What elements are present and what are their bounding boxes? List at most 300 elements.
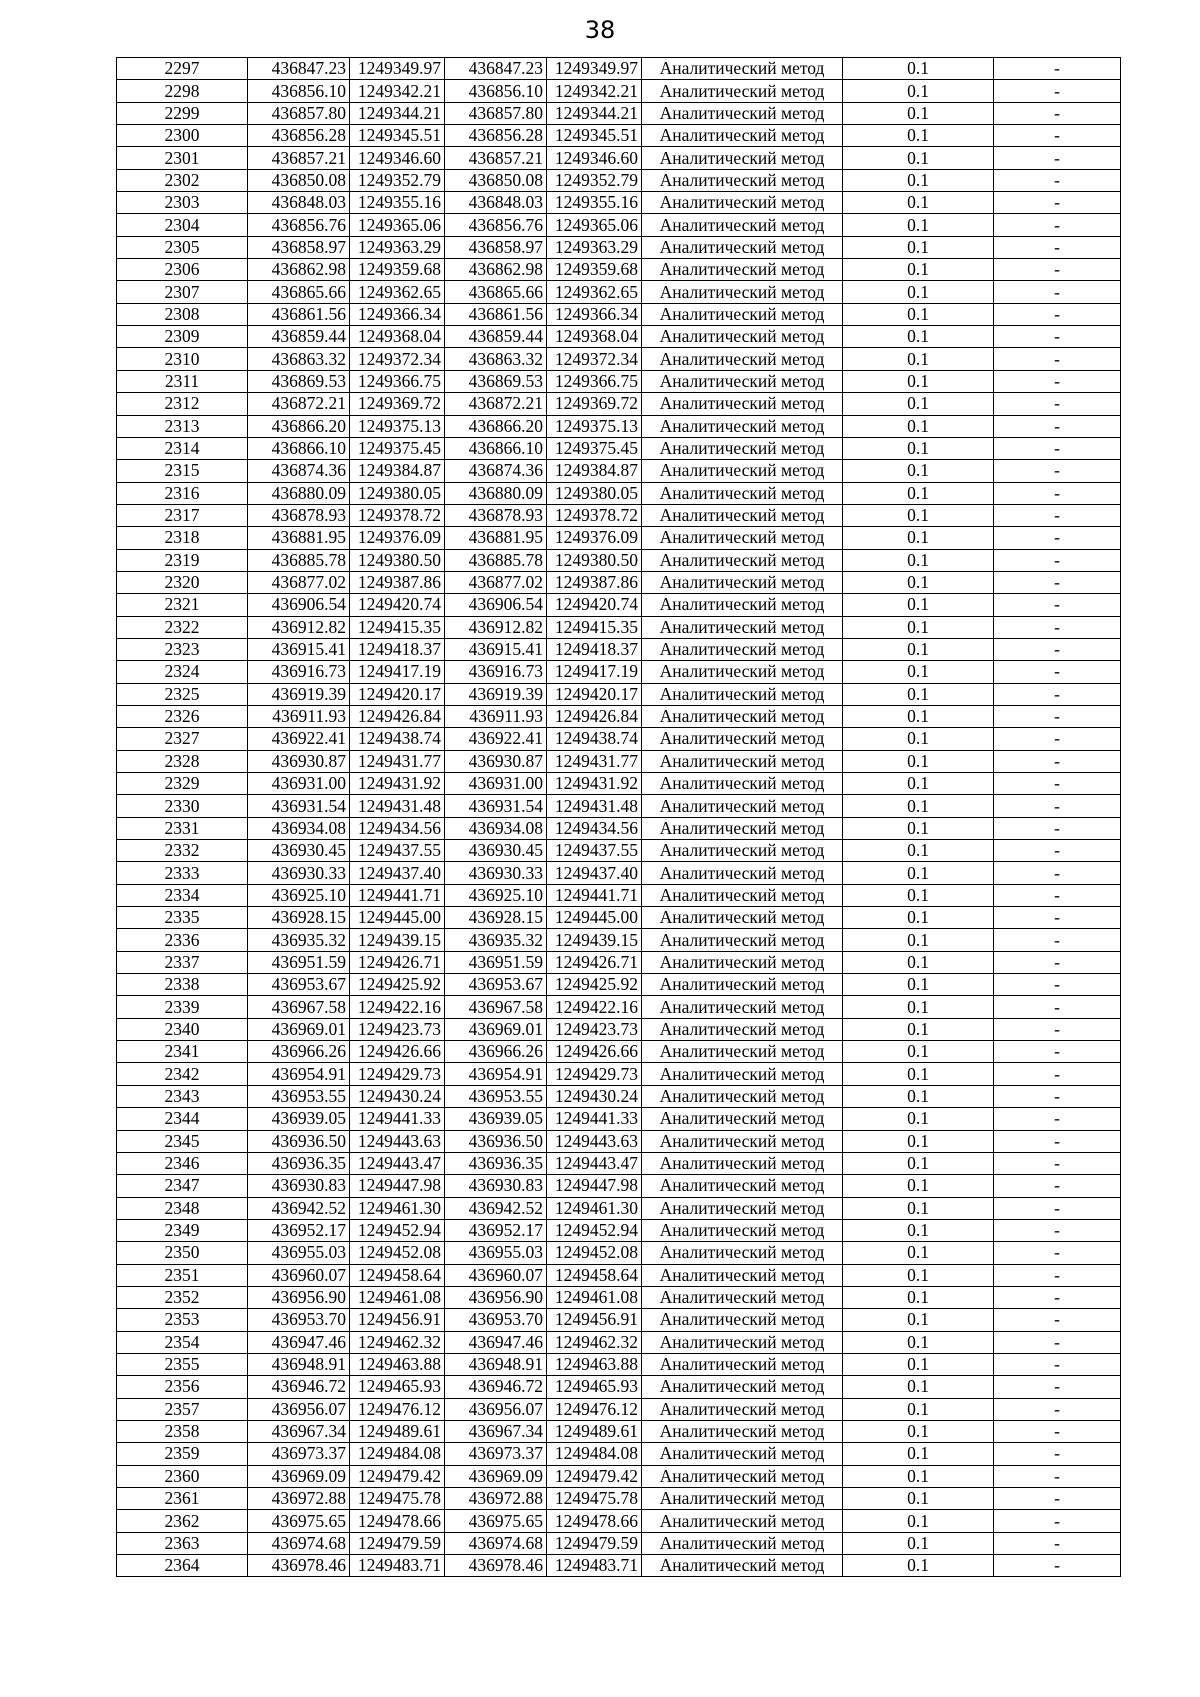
table-row bbox=[117, 907, 1121, 929]
x-coordinate-cell: 436912.82 bbox=[248, 616, 350, 638]
y-coordinate-cell: 1249430.24 bbox=[350, 1085, 445, 1107]
x-coordinate-existing-cell: 436936.35 bbox=[445, 1152, 547, 1174]
accuracy-cell: 0.1 bbox=[843, 884, 994, 906]
table-row bbox=[117, 862, 1121, 884]
page-number: 38 bbox=[584, 16, 616, 44]
accuracy-cell: 0.1 bbox=[843, 549, 994, 571]
point-number-cell: 2317 bbox=[117, 504, 248, 526]
table-row bbox=[117, 1264, 1121, 1286]
y-coordinate-cell: 1249422.16 bbox=[350, 996, 445, 1018]
method-cell: Аналитический метод bbox=[642, 102, 843, 124]
method-cell: Аналитический метод bbox=[642, 1264, 843, 1286]
table-row bbox=[117, 504, 1121, 526]
description-cell: - bbox=[994, 259, 1121, 281]
y-coordinate-existing-cell: 1249369.72 bbox=[547, 393, 642, 415]
table-row bbox=[117, 214, 1121, 236]
x-coordinate-existing-cell: 436863.32 bbox=[445, 348, 547, 370]
accuracy-cell: 0.1 bbox=[843, 527, 994, 549]
table-row bbox=[117, 1242, 1121, 1264]
description-cell: - bbox=[994, 504, 1121, 526]
method-cell: Аналитический метод bbox=[642, 326, 843, 348]
description-cell: - bbox=[994, 482, 1121, 504]
y-coordinate-cell: 1249431.48 bbox=[350, 795, 445, 817]
y-coordinate-cell: 1249366.34 bbox=[350, 303, 445, 325]
accuracy-cell: 0.1 bbox=[843, 1264, 994, 1286]
description-cell: - bbox=[994, 773, 1121, 795]
y-coordinate-existing-cell: 1249349.97 bbox=[547, 58, 642, 80]
accuracy-cell: 0.1 bbox=[843, 661, 994, 683]
point-number-cell: 2332 bbox=[117, 840, 248, 862]
method-cell: Аналитический метод bbox=[642, 1376, 843, 1398]
y-coordinate-existing-cell: 1249431.92 bbox=[547, 773, 642, 795]
accuracy-cell: 0.1 bbox=[843, 1152, 994, 1174]
accuracy-cell: 0.1 bbox=[843, 1353, 994, 1375]
point-number-cell: 2345 bbox=[117, 1130, 248, 1152]
y-coordinate-cell: 1249420.74 bbox=[350, 594, 445, 616]
table-row bbox=[117, 1555, 1121, 1577]
method-cell: Аналитический метод bbox=[642, 616, 843, 638]
point-number-cell: 2362 bbox=[117, 1510, 248, 1532]
x-coordinate-cell: 436974.68 bbox=[248, 1532, 350, 1554]
point-number-cell: 2315 bbox=[117, 460, 248, 482]
description-cell: - bbox=[994, 1510, 1121, 1532]
y-coordinate-existing-cell: 1249431.48 bbox=[547, 795, 642, 817]
accuracy-cell: 0.1 bbox=[843, 1219, 994, 1241]
x-coordinate-existing-cell: 436916.73 bbox=[445, 661, 547, 683]
method-cell: Аналитический метод bbox=[642, 996, 843, 1018]
table-row bbox=[117, 951, 1121, 973]
point-number-cell: 2359 bbox=[117, 1443, 248, 1465]
x-coordinate-existing-cell: 436848.03 bbox=[445, 192, 547, 214]
table-row bbox=[117, 102, 1121, 124]
point-number-cell: 2309 bbox=[117, 326, 248, 348]
x-coordinate-existing-cell: 436930.83 bbox=[445, 1175, 547, 1197]
y-coordinate-cell: 1249349.97 bbox=[350, 58, 445, 80]
y-coordinate-existing-cell: 1249452.94 bbox=[547, 1219, 642, 1241]
table-row bbox=[117, 884, 1121, 906]
y-coordinate-cell: 1249431.77 bbox=[350, 750, 445, 772]
x-coordinate-cell: 436848.03 bbox=[248, 192, 350, 214]
x-coordinate-cell: 436967.34 bbox=[248, 1420, 350, 1442]
x-coordinate-existing-cell: 436955.03 bbox=[445, 1242, 547, 1264]
point-number-cell: 2338 bbox=[117, 974, 248, 996]
y-coordinate-existing-cell: 1249425.92 bbox=[547, 974, 642, 996]
description-cell: - bbox=[994, 460, 1121, 482]
method-cell: Аналитический метод bbox=[642, 303, 843, 325]
description-cell: - bbox=[994, 728, 1121, 750]
y-coordinate-existing-cell: 1249465.93 bbox=[547, 1376, 642, 1398]
point-number-cell: 2349 bbox=[117, 1219, 248, 1241]
x-coordinate-existing-cell: 436939.05 bbox=[445, 1108, 547, 1130]
method-cell: Аналитический метод bbox=[642, 1555, 843, 1577]
table-row bbox=[117, 1443, 1121, 1465]
x-coordinate-existing-cell: 436866.20 bbox=[445, 415, 547, 437]
accuracy-cell: 0.1 bbox=[843, 102, 994, 124]
description-cell: - bbox=[994, 951, 1121, 973]
accuracy-cell: 0.1 bbox=[843, 974, 994, 996]
accuracy-cell: 0.1 bbox=[843, 1331, 994, 1353]
method-cell: Аналитический метод bbox=[642, 817, 843, 839]
accuracy-cell: 0.1 bbox=[843, 1420, 994, 1442]
table-row bbox=[117, 125, 1121, 147]
accuracy-cell: 0.1 bbox=[843, 482, 994, 504]
point-number-cell: 2298 bbox=[117, 80, 248, 102]
method-cell: Аналитический метод bbox=[642, 907, 843, 929]
x-coordinate-cell: 436978.46 bbox=[248, 1555, 350, 1577]
accuracy-cell: 0.1 bbox=[843, 683, 994, 705]
description-cell: - bbox=[994, 80, 1121, 102]
description-cell: - bbox=[994, 1130, 1121, 1152]
y-coordinate-cell: 1249437.55 bbox=[350, 840, 445, 862]
description-cell: - bbox=[994, 58, 1121, 80]
table-row bbox=[117, 1108, 1121, 1130]
y-coordinate-existing-cell: 1249461.08 bbox=[547, 1286, 642, 1308]
description-cell: - bbox=[994, 1018, 1121, 1040]
y-coordinate-cell: 1249429.73 bbox=[350, 1063, 445, 1085]
description-cell: - bbox=[994, 929, 1121, 951]
method-cell: Аналитический метод bbox=[642, 1331, 843, 1353]
y-coordinate-existing-cell: 1249346.60 bbox=[547, 147, 642, 169]
table-row bbox=[117, 527, 1121, 549]
method-cell: Аналитический метод bbox=[642, 840, 843, 862]
x-coordinate-cell: 436866.20 bbox=[248, 415, 350, 437]
point-number-cell: 2335 bbox=[117, 907, 248, 929]
table-row bbox=[117, 549, 1121, 571]
point-number-cell: 2344 bbox=[117, 1108, 248, 1130]
x-coordinate-cell: 436862.98 bbox=[248, 259, 350, 281]
y-coordinate-cell: 1249345.51 bbox=[350, 125, 445, 147]
x-coordinate-existing-cell: 436960.07 bbox=[445, 1264, 547, 1286]
point-number-cell: 2312 bbox=[117, 393, 248, 415]
accuracy-cell: 0.1 bbox=[843, 1108, 994, 1130]
accuracy-cell: 0.1 bbox=[843, 125, 994, 147]
method-cell: Аналитический метод bbox=[642, 348, 843, 370]
point-number-cell: 2331 bbox=[117, 817, 248, 839]
x-coordinate-cell: 436922.41 bbox=[248, 728, 350, 750]
point-number-cell: 2343 bbox=[117, 1085, 248, 1107]
description-cell: - bbox=[994, 974, 1121, 996]
table-row bbox=[117, 1353, 1121, 1375]
method-cell: Аналитический метод bbox=[642, 951, 843, 973]
table-row bbox=[117, 750, 1121, 772]
x-coordinate-cell: 436953.55 bbox=[248, 1085, 350, 1107]
point-number-cell: 2322 bbox=[117, 616, 248, 638]
accuracy-cell: 0.1 bbox=[843, 1041, 994, 1063]
accuracy-cell: 0.1 bbox=[843, 1085, 994, 1107]
y-coordinate-existing-cell: 1249420.74 bbox=[547, 594, 642, 616]
y-coordinate-existing-cell: 1249434.56 bbox=[547, 817, 642, 839]
x-coordinate-existing-cell: 436911.93 bbox=[445, 705, 547, 727]
x-coordinate-cell: 436906.54 bbox=[248, 594, 350, 616]
description-cell: - bbox=[994, 1443, 1121, 1465]
y-coordinate-existing-cell: 1249479.42 bbox=[547, 1465, 642, 1487]
x-coordinate-cell: 436948.91 bbox=[248, 1353, 350, 1375]
y-coordinate-cell: 1249346.60 bbox=[350, 147, 445, 169]
x-coordinate-existing-cell: 436935.32 bbox=[445, 929, 547, 951]
table-row bbox=[117, 482, 1121, 504]
method-cell: Аналитический метод bbox=[642, 1018, 843, 1040]
method-cell: Аналитический метод bbox=[642, 370, 843, 392]
accuracy-cell: 0.1 bbox=[843, 236, 994, 258]
table-row bbox=[117, 192, 1121, 214]
description-cell: - bbox=[994, 1420, 1121, 1442]
point-number-cell: 2334 bbox=[117, 884, 248, 906]
method-cell: Аналитический метод bbox=[642, 1085, 843, 1107]
y-coordinate-existing-cell: 1249445.00 bbox=[547, 907, 642, 929]
x-coordinate-cell: 436858.97 bbox=[248, 236, 350, 258]
x-coordinate-existing-cell: 436954.91 bbox=[445, 1063, 547, 1085]
y-coordinate-existing-cell: 1249380.50 bbox=[547, 549, 642, 571]
point-number-cell: 2347 bbox=[117, 1175, 248, 1197]
x-coordinate-existing-cell: 436856.76 bbox=[445, 214, 547, 236]
accuracy-cell: 0.1 bbox=[843, 795, 994, 817]
point-number-cell: 2302 bbox=[117, 169, 248, 191]
x-coordinate-existing-cell: 436934.08 bbox=[445, 817, 547, 839]
y-coordinate-cell: 1249484.08 bbox=[350, 1443, 445, 1465]
table-row bbox=[117, 236, 1121, 258]
table-row bbox=[117, 795, 1121, 817]
x-coordinate-existing-cell: 436969.01 bbox=[445, 1018, 547, 1040]
y-coordinate-existing-cell: 1249438.74 bbox=[547, 728, 642, 750]
description-cell: - bbox=[994, 817, 1121, 839]
accuracy-cell: 0.1 bbox=[843, 169, 994, 191]
y-coordinate-cell: 1249479.59 bbox=[350, 1532, 445, 1554]
method-cell: Аналитический метод bbox=[642, 1152, 843, 1174]
method-cell: Аналитический метод bbox=[642, 393, 843, 415]
point-number-cell: 2339 bbox=[117, 996, 248, 1018]
y-coordinate-cell: 1249452.94 bbox=[350, 1219, 445, 1241]
y-coordinate-existing-cell: 1249429.73 bbox=[547, 1063, 642, 1085]
method-cell: Аналитический метод bbox=[642, 460, 843, 482]
method-cell: Аналитический метод bbox=[642, 1510, 843, 1532]
table-row bbox=[117, 1175, 1121, 1197]
point-number-cell: 2364 bbox=[117, 1555, 248, 1577]
table-row bbox=[117, 594, 1121, 616]
accuracy-cell: 0.1 bbox=[843, 281, 994, 303]
point-number-cell: 2342 bbox=[117, 1063, 248, 1085]
x-coordinate-cell: 436947.46 bbox=[248, 1331, 350, 1353]
point-number-cell: 2355 bbox=[117, 1353, 248, 1375]
y-coordinate-cell: 1249387.86 bbox=[350, 571, 445, 593]
description-cell: - bbox=[994, 996, 1121, 1018]
accuracy-cell: 0.1 bbox=[843, 1018, 994, 1040]
x-coordinate-existing-cell: 436973.37 bbox=[445, 1443, 547, 1465]
method-cell: Аналитический метод bbox=[642, 862, 843, 884]
x-coordinate-cell: 436946.72 bbox=[248, 1376, 350, 1398]
x-coordinate-existing-cell: 436952.17 bbox=[445, 1219, 547, 1241]
y-coordinate-existing-cell: 1249363.29 bbox=[547, 236, 642, 258]
method-cell: Аналитический метод bbox=[642, 236, 843, 258]
y-coordinate-cell: 1249452.08 bbox=[350, 1242, 445, 1264]
description-cell: - bbox=[994, 1108, 1121, 1130]
x-coordinate-existing-cell: 436928.15 bbox=[445, 907, 547, 929]
y-coordinate-existing-cell: 1249362.65 bbox=[547, 281, 642, 303]
point-number-cell: 2318 bbox=[117, 527, 248, 549]
table-row bbox=[117, 1398, 1121, 1420]
point-number-cell: 2299 bbox=[117, 102, 248, 124]
y-coordinate-cell: 1249445.00 bbox=[350, 907, 445, 929]
accuracy-cell: 0.1 bbox=[843, 1175, 994, 1197]
method-cell: Аналитический метод bbox=[642, 169, 843, 191]
point-number-cell: 2304 bbox=[117, 214, 248, 236]
x-coordinate-existing-cell: 436906.54 bbox=[445, 594, 547, 616]
y-coordinate-existing-cell: 1249375.45 bbox=[547, 437, 642, 459]
accuracy-cell: 0.1 bbox=[843, 817, 994, 839]
accuracy-cell: 0.1 bbox=[843, 1309, 994, 1331]
x-coordinate-cell: 436930.45 bbox=[248, 840, 350, 862]
x-coordinate-existing-cell: 436847.23 bbox=[445, 58, 547, 80]
x-coordinate-cell: 436956.90 bbox=[248, 1286, 350, 1308]
y-coordinate-cell: 1249434.56 bbox=[350, 817, 445, 839]
y-coordinate-cell: 1249443.63 bbox=[350, 1130, 445, 1152]
y-coordinate-existing-cell: 1249372.34 bbox=[547, 348, 642, 370]
accuracy-cell: 0.1 bbox=[843, 571, 994, 593]
description-cell: - bbox=[994, 1175, 1121, 1197]
accuracy-cell: 0.1 bbox=[843, 326, 994, 348]
y-coordinate-cell: 1249418.37 bbox=[350, 638, 445, 660]
x-coordinate-cell: 436863.32 bbox=[248, 348, 350, 370]
x-coordinate-existing-cell: 436872.21 bbox=[445, 393, 547, 415]
x-coordinate-existing-cell: 436948.91 bbox=[445, 1353, 547, 1375]
x-coordinate-existing-cell: 436931.00 bbox=[445, 773, 547, 795]
y-coordinate-existing-cell: 1249342.21 bbox=[547, 80, 642, 102]
coordinates-table bbox=[116, 57, 1121, 1577]
point-number-cell: 2350 bbox=[117, 1242, 248, 1264]
accuracy-cell: 0.1 bbox=[843, 1286, 994, 1308]
table-row bbox=[117, 1532, 1121, 1554]
y-coordinate-existing-cell: 1249463.88 bbox=[547, 1353, 642, 1375]
accuracy-cell: 0.1 bbox=[843, 1376, 994, 1398]
x-coordinate-cell: 436859.44 bbox=[248, 326, 350, 348]
table-row bbox=[117, 683, 1121, 705]
point-number-cell: 2353 bbox=[117, 1309, 248, 1331]
y-coordinate-existing-cell: 1249426.66 bbox=[547, 1041, 642, 1063]
x-coordinate-cell: 436878.93 bbox=[248, 504, 350, 526]
table-row bbox=[117, 638, 1121, 660]
y-coordinate-existing-cell: 1249462.32 bbox=[547, 1331, 642, 1353]
x-coordinate-existing-cell: 436912.82 bbox=[445, 616, 547, 638]
table-row bbox=[117, 348, 1121, 370]
description-cell: - bbox=[994, 1041, 1121, 1063]
description-cell: - bbox=[994, 437, 1121, 459]
x-coordinate-cell: 436847.23 bbox=[248, 58, 350, 80]
x-coordinate-existing-cell: 436947.46 bbox=[445, 1331, 547, 1353]
y-coordinate-existing-cell: 1249426.84 bbox=[547, 705, 642, 727]
y-coordinate-cell: 1249420.17 bbox=[350, 683, 445, 705]
y-coordinate-cell: 1249362.65 bbox=[350, 281, 445, 303]
y-coordinate-cell: 1249456.91 bbox=[350, 1309, 445, 1331]
x-coordinate-existing-cell: 436951.59 bbox=[445, 951, 547, 973]
description-cell: - bbox=[994, 125, 1121, 147]
point-number-cell: 2324 bbox=[117, 661, 248, 683]
table-row bbox=[117, 326, 1121, 348]
point-number-cell: 2363 bbox=[117, 1532, 248, 1554]
x-coordinate-cell: 436850.08 bbox=[248, 169, 350, 191]
x-coordinate-existing-cell: 436936.50 bbox=[445, 1130, 547, 1152]
point-number-cell: 2327 bbox=[117, 728, 248, 750]
y-coordinate-cell: 1249375.13 bbox=[350, 415, 445, 437]
x-coordinate-cell: 436936.35 bbox=[248, 1152, 350, 1174]
description-cell: - bbox=[994, 750, 1121, 772]
accuracy-cell: 0.1 bbox=[843, 1443, 994, 1465]
table-row bbox=[117, 616, 1121, 638]
method-cell: Аналитический метод bbox=[642, 504, 843, 526]
y-coordinate-existing-cell: 1249458.64 bbox=[547, 1264, 642, 1286]
accuracy-cell: 0.1 bbox=[843, 393, 994, 415]
point-number-cell: 2311 bbox=[117, 370, 248, 392]
point-number-cell: 2346 bbox=[117, 1152, 248, 1174]
accuracy-cell: 0.1 bbox=[843, 1555, 994, 1577]
x-coordinate-cell: 436885.78 bbox=[248, 549, 350, 571]
x-coordinate-existing-cell: 436857.21 bbox=[445, 147, 547, 169]
accuracy-cell: 0.1 bbox=[843, 773, 994, 795]
accuracy-cell: 0.1 bbox=[843, 638, 994, 660]
description-cell: - bbox=[994, 571, 1121, 593]
x-coordinate-cell: 436931.54 bbox=[248, 795, 350, 817]
y-coordinate-existing-cell: 1249355.16 bbox=[547, 192, 642, 214]
y-coordinate-cell: 1249366.75 bbox=[350, 370, 445, 392]
method-cell: Аналитический метод bbox=[642, 1108, 843, 1130]
x-coordinate-cell: 436866.10 bbox=[248, 437, 350, 459]
x-coordinate-cell: 436928.15 bbox=[248, 907, 350, 929]
y-coordinate-existing-cell: 1249479.59 bbox=[547, 1532, 642, 1554]
accuracy-cell: 0.1 bbox=[843, 1197, 994, 1219]
point-number-cell: 2297 bbox=[117, 58, 248, 80]
method-cell: Аналитический метод bbox=[642, 1420, 843, 1442]
y-coordinate-cell: 1249378.72 bbox=[350, 504, 445, 526]
y-coordinate-cell: 1249461.08 bbox=[350, 1286, 445, 1308]
x-coordinate-cell: 436865.66 bbox=[248, 281, 350, 303]
description-cell: - bbox=[994, 236, 1121, 258]
description-cell: - bbox=[994, 1353, 1121, 1375]
y-coordinate-existing-cell: 1249375.13 bbox=[547, 415, 642, 437]
description-cell: - bbox=[994, 1555, 1121, 1577]
accuracy-cell: 0.1 bbox=[843, 840, 994, 862]
point-number-cell: 2307 bbox=[117, 281, 248, 303]
x-coordinate-existing-cell: 436915.41 bbox=[445, 638, 547, 660]
x-coordinate-existing-cell: 436869.53 bbox=[445, 370, 547, 392]
y-coordinate-existing-cell: 1249461.30 bbox=[547, 1197, 642, 1219]
description-cell: - bbox=[994, 1398, 1121, 1420]
table-row bbox=[117, 1018, 1121, 1040]
x-coordinate-cell: 436925.10 bbox=[248, 884, 350, 906]
x-coordinate-cell: 436930.83 bbox=[248, 1175, 350, 1197]
table-row bbox=[117, 1376, 1121, 1398]
accuracy-cell: 0.1 bbox=[843, 907, 994, 929]
y-coordinate-cell: 1249352.79 bbox=[350, 169, 445, 191]
point-number-cell: 2329 bbox=[117, 773, 248, 795]
method-cell: Аналитический метод bbox=[642, 929, 843, 951]
y-coordinate-existing-cell: 1249476.12 bbox=[547, 1398, 642, 1420]
y-coordinate-cell: 1249368.04 bbox=[350, 326, 445, 348]
y-coordinate-existing-cell: 1249418.37 bbox=[547, 638, 642, 660]
accuracy-cell: 0.1 bbox=[843, 1510, 994, 1532]
table-row bbox=[117, 929, 1121, 951]
x-coordinate-cell: 436975.65 bbox=[248, 1510, 350, 1532]
accuracy-cell: 0.1 bbox=[843, 1130, 994, 1152]
method-cell: Аналитический метод bbox=[642, 415, 843, 437]
y-coordinate-cell: 1249426.66 bbox=[350, 1041, 445, 1063]
point-number-cell: 2337 bbox=[117, 951, 248, 973]
method-cell: Аналитический метод bbox=[642, 773, 843, 795]
y-coordinate-existing-cell: 1249484.08 bbox=[547, 1443, 642, 1465]
y-coordinate-cell: 1249344.21 bbox=[350, 102, 445, 124]
accuracy-cell: 0.1 bbox=[843, 1242, 994, 1264]
point-number-cell: 2358 bbox=[117, 1420, 248, 1442]
description-cell: - bbox=[994, 594, 1121, 616]
x-coordinate-cell: 436966.26 bbox=[248, 1041, 350, 1063]
method-cell: Аналитический метод bbox=[642, 594, 843, 616]
